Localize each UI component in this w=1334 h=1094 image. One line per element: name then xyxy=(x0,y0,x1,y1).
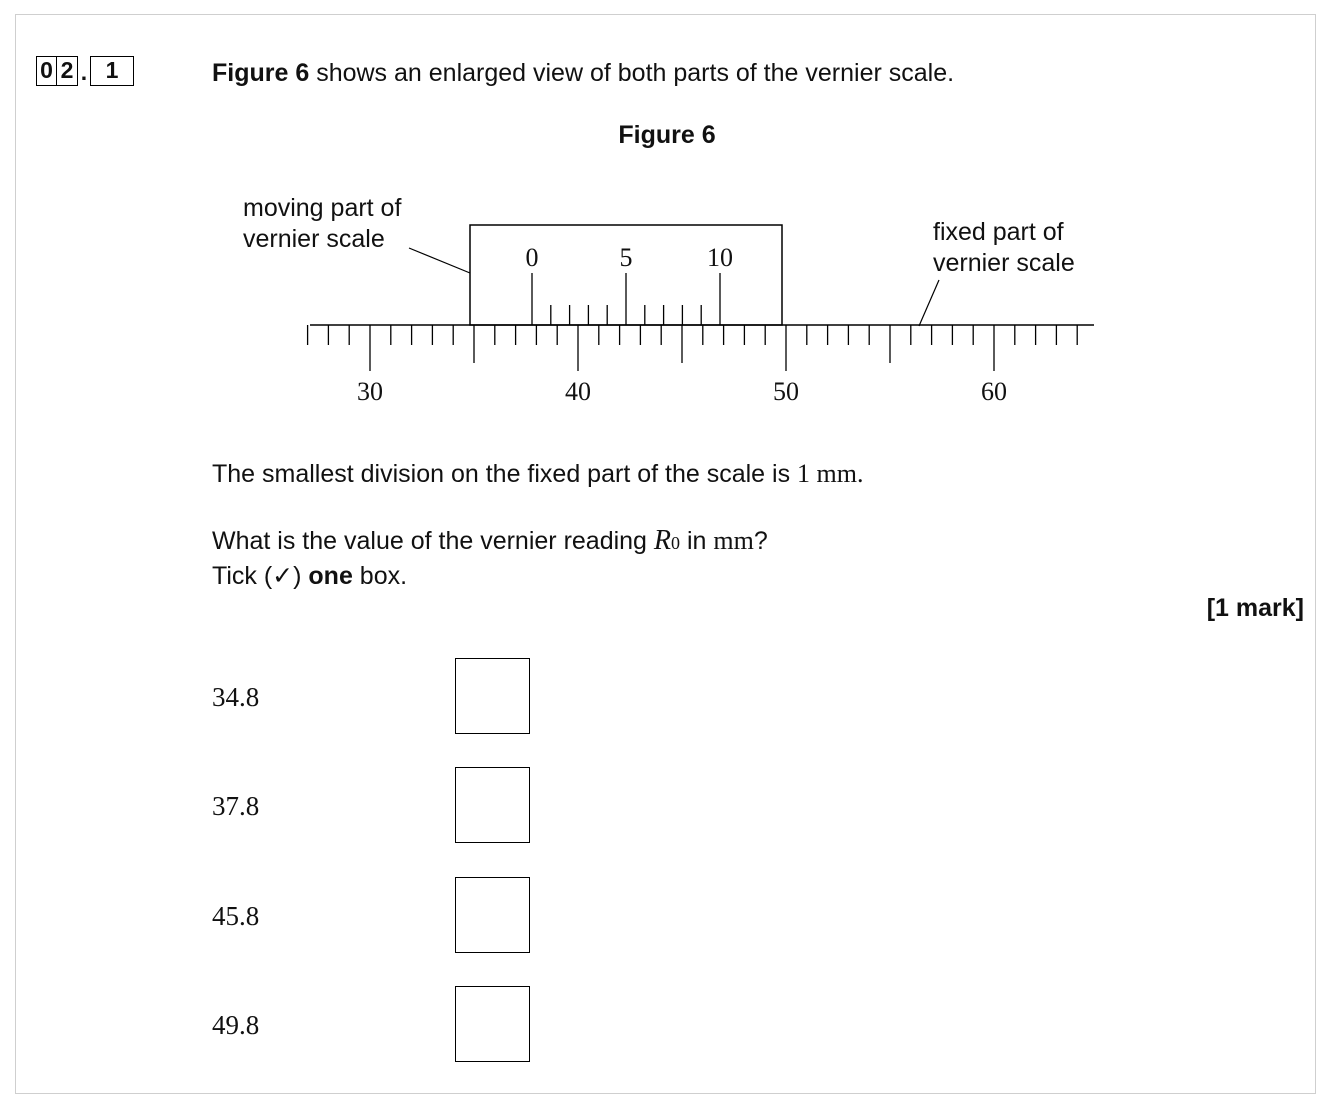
figure-reference: Figure 6 xyxy=(212,59,310,87)
option-label-4: 49.8 xyxy=(212,1010,260,1040)
question-part: 1 xyxy=(90,56,134,86)
option-checkbox-1[interactable] xyxy=(455,658,530,734)
moving-label-leader xyxy=(409,248,470,273)
main-scale-label-50: 50 xyxy=(773,377,799,406)
option-label-3: 45.8 xyxy=(212,901,260,931)
moving-label-line1: moving part of xyxy=(243,194,402,222)
option-checkbox-4[interactable] xyxy=(455,986,530,1062)
figure-title: Figure 6 xyxy=(618,121,716,149)
option-label-1: 34.8 xyxy=(212,682,260,712)
fixed-label-leader xyxy=(919,280,939,326)
vernier-label-0: 0 xyxy=(525,243,539,272)
option-checkbox-3[interactable] xyxy=(455,877,530,953)
main-scale-label-40: 40 xyxy=(565,377,591,406)
question-part1: What is the value of the vernier reading xyxy=(212,527,654,555)
instruction-bold: one xyxy=(308,562,353,590)
question-unit: mm xyxy=(713,526,754,555)
question-subscript: 0 xyxy=(671,533,681,553)
question-digit-2: 2 xyxy=(57,56,78,86)
fixed-scale-ticks xyxy=(308,325,1078,371)
option-label-2: 37.8 xyxy=(212,791,260,821)
instruction-part1: Tick ( xyxy=(212,562,273,590)
option-checkbox-2[interactable] xyxy=(455,767,530,843)
mark-allocation: [1 mark] xyxy=(1206,594,1304,622)
moving-label-line2: vernier scale xyxy=(243,225,385,253)
tick-symbol: ✓ xyxy=(272,562,294,590)
fixed-label-line1: fixed part of xyxy=(933,218,1064,246)
question-dot: . xyxy=(80,59,88,85)
vernier-scale-ticks xyxy=(532,273,720,325)
main-scale-label-60: 60 xyxy=(981,377,1007,406)
fixed-label-line2: vernier scale xyxy=(933,249,1075,277)
intro-rest: shows an enlarged view of both parts of the vernier scale. xyxy=(309,59,955,87)
statement-part1: The smallest division on the fixed part of the scale is xyxy=(212,460,798,488)
question-part3: ? xyxy=(753,527,768,555)
instruction-part3: box. xyxy=(352,562,408,590)
question-digit-1: 0 xyxy=(36,56,57,86)
instruction-part2: ) xyxy=(293,562,309,590)
vernier-figure xyxy=(0,0,1334,440)
vernier-label-5: 5 xyxy=(619,243,633,272)
question-text xyxy=(212,524,768,560)
main-scale-label-30: 30 xyxy=(357,377,383,406)
statement-text xyxy=(212,457,863,491)
statement-value: 1 mm. xyxy=(797,459,864,488)
instruction-text xyxy=(212,559,407,593)
question-symbol: R xyxy=(653,525,672,556)
question-part2: in xyxy=(680,527,714,555)
vernier-label-10: 10 xyxy=(707,243,733,272)
